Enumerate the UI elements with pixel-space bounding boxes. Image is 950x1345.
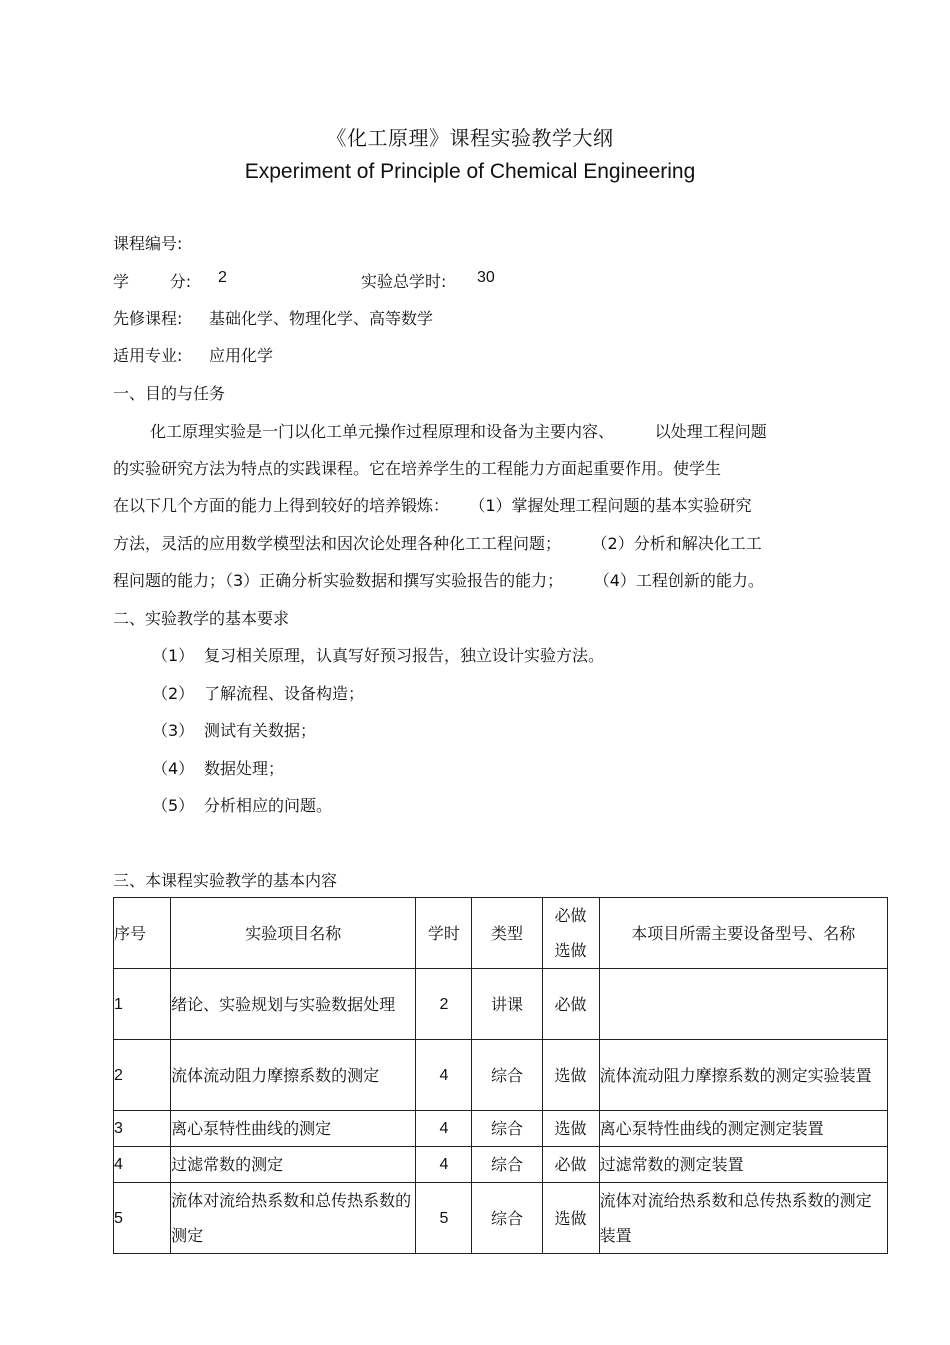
- table-row: [114, 1183, 888, 1254]
- requirement-text: 了解流程、设备构造；: [204, 684, 365, 703]
- row-index: 4: [114, 1147, 171, 1183]
- requirement-item: [152, 643, 604, 666]
- header-required-line2: 选做: [554, 941, 587, 960]
- table-row: [114, 1111, 888, 1147]
- total-hours-value: 30: [477, 269, 495, 286]
- row-type: 讲课: [472, 969, 542, 1040]
- requirement-text: 数据处理；: [204, 759, 285, 778]
- row-required: 必做: [542, 969, 599, 1040]
- requirement-number: （4）: [152, 759, 195, 778]
- requirement-number: （1）: [152, 646, 195, 665]
- header-equipment: 本项目所需主要设备型号、名称: [599, 898, 887, 969]
- table-row: [114, 1040, 888, 1111]
- credit-label: 学 分:: [113, 272, 192, 291]
- row-equipment: 过滤常数的测定装置: [599, 1147, 887, 1183]
- row-type: 综合: [472, 1111, 542, 1147]
- credit-value: 2: [218, 269, 227, 286]
- prerequisite-value: 基础化学、物理化学、高等数学: [209, 309, 434, 328]
- row-name: 绪论、实验规划与实验数据处理: [171, 969, 416, 1040]
- row-name: 过滤常数的测定: [171, 1147, 416, 1183]
- row-type: 综合: [472, 1147, 542, 1183]
- row-required: 选做: [542, 1111, 599, 1147]
- header-hours: 学时: [416, 898, 472, 969]
- prerequisite-label: 先修课程:: [113, 309, 183, 328]
- row-index: 5: [114, 1183, 171, 1254]
- row-equipment: 流体对流给热系数和总传热系数的测定装置: [599, 1183, 887, 1254]
- row-hours: 5: [416, 1183, 472, 1254]
- section-heading-purpose: 一、目的与任务: [113, 384, 226, 403]
- requirement-number: （5）: [152, 796, 195, 815]
- row-index: 1: [114, 969, 171, 1040]
- header-required: [542, 898, 599, 969]
- requirement-item: [152, 718, 316, 741]
- row-hours: 4: [416, 1040, 472, 1111]
- document-title-english: Experiment of Principle of Chemical Engineering: [244, 160, 696, 183]
- requirement-text: 测试有关数据；: [204, 721, 317, 740]
- row-name: 流体对流给热系数和总传热系数的测定: [171, 1183, 416, 1254]
- row-type: 综合: [472, 1040, 542, 1111]
- row-equipment: 离心泵特性曲线的测定测定装置: [599, 1111, 887, 1147]
- header-name: 实验项目名称: [171, 898, 416, 969]
- row-type: 综合: [472, 1183, 542, 1254]
- row-equipment: [599, 969, 887, 1040]
- row-hours: 4: [416, 1147, 472, 1183]
- row-name: 流体流动阻力摩擦系数的测定: [171, 1040, 416, 1111]
- paragraph-line: 化工原理实验是一门以化工单元操作过程原理和设备为主要内容、 以处理工程问题: [150, 422, 767, 441]
- document-title: 《化工原理》课程实验教学大纲: [326, 126, 614, 150]
- requirement-text: 复习相关原理，认真写好预习报告，独立设计实验方法。: [204, 646, 605, 665]
- requirement-item: [152, 681, 364, 704]
- row-required: 必做: [542, 1147, 599, 1183]
- row-required: 选做: [542, 1040, 599, 1111]
- total-hours-label: 实验总学时:: [361, 272, 447, 291]
- table-header-row: [114, 898, 888, 969]
- requirement-number: （3）: [152, 721, 195, 740]
- table-row: [114, 1147, 888, 1183]
- major-label: 适用专业:: [113, 346, 183, 365]
- paragraph-line: 程问题的能力；（3）正确分析实验数据和撰写实验报告的能力； （4）工程创新的能力。: [113, 571, 764, 590]
- row-index: 2: [114, 1040, 171, 1111]
- row-name: 离心泵特性曲线的测定: [171, 1111, 416, 1147]
- requirement-item: [152, 756, 284, 779]
- course-code-label: 课程编号:: [113, 234, 183, 253]
- row-index: 3: [114, 1111, 171, 1147]
- experiment-table: [113, 897, 888, 1254]
- paragraph-line: 的实验研究方法为特点的实践课程。它在培养学生的工程能力方面起重要作用。使学生: [113, 459, 722, 478]
- row-hours: 2: [416, 969, 472, 1040]
- section-heading-content: 三、本课程实验教学的基本内容: [113, 871, 338, 890]
- requirement-item: [152, 793, 332, 816]
- header-required-line1: 必做: [554, 906, 587, 925]
- paragraph-line: 方法，灵活的应用数学模型法和因次论处理各种化工工程问题； （2）分析和解决化工工: [113, 534, 762, 553]
- major-value: 应用化学: [209, 346, 274, 365]
- requirement-number: （2）: [152, 684, 195, 703]
- table-row: [114, 969, 888, 1040]
- requirement-text: 分析相应的问题。: [204, 796, 333, 815]
- section-heading-requirements: 二、实验教学的基本要求: [113, 609, 290, 628]
- header-index: 序号: [114, 898, 171, 969]
- row-equipment: 流体流动阻力摩擦系数的测定实验装置: [599, 1040, 887, 1111]
- row-hours: 4: [416, 1111, 472, 1147]
- paragraph-line: 在以下几个方面的能力上得到较好的培养锻炼： （1）掌握处理工程问题的基本实验研究: [113, 496, 752, 515]
- header-type: 类型: [472, 898, 542, 969]
- row-required: 选做: [542, 1183, 599, 1254]
